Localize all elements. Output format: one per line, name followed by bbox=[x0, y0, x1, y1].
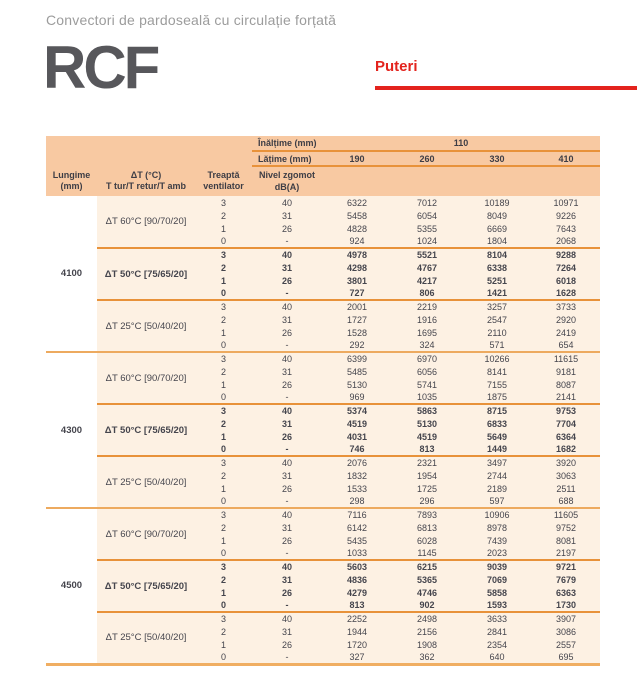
table-row bbox=[46, 560, 600, 573]
power-value-cell: 924 bbox=[322, 235, 392, 248]
power-value-cell: 296 bbox=[392, 495, 462, 508]
noise-level-cell: 40 bbox=[252, 560, 322, 573]
power-value-cell: 3801 bbox=[322, 274, 392, 287]
fan-speed-cell: 3 bbox=[195, 352, 252, 365]
power-value-cell: 4746 bbox=[392, 586, 462, 599]
power-value-cell: 1593 bbox=[462, 599, 532, 612]
power-value-cell: 806 bbox=[392, 287, 462, 300]
power-value-cell: 640 bbox=[462, 651, 532, 664]
power-value-cell: 2547 bbox=[462, 313, 532, 326]
fan-speed-cell: 1 bbox=[195, 482, 252, 495]
power-value-cell: 727 bbox=[322, 287, 392, 300]
power-value-cell: 1832 bbox=[322, 469, 392, 482]
fan-speed-cell: 3 bbox=[195, 404, 252, 417]
dt-label-cell: ΔT 60°C [90/70/20] bbox=[97, 508, 195, 560]
power-value-cell: 5603 bbox=[322, 560, 392, 573]
power-value-cell: 7264 bbox=[532, 261, 600, 274]
power-value-cell: 5863 bbox=[392, 404, 462, 417]
power-value-cell: 2354 bbox=[462, 638, 532, 651]
power-value-cell: 8087 bbox=[532, 378, 600, 391]
noise-level-cell: 40 bbox=[252, 248, 322, 261]
power-value-cell: 9288 bbox=[532, 248, 600, 261]
power-value-cell: 7012 bbox=[392, 196, 462, 209]
width-col-header-190: 190 bbox=[322, 151, 392, 166]
power-value-cell: 8141 bbox=[462, 365, 532, 378]
power-value-cell: 4279 bbox=[322, 586, 392, 599]
table-header bbox=[46, 136, 600, 196]
fan-speed-cell: 1 bbox=[195, 222, 252, 235]
dt-header-line1: ΔT (°C) bbox=[130, 169, 162, 180]
power-value-cell: 6363 bbox=[532, 586, 600, 599]
power-value-cell: 2110 bbox=[462, 326, 532, 339]
fan-speed-cell: 1 bbox=[195, 534, 252, 547]
table-row bbox=[46, 508, 600, 521]
noise-level-cell: 26 bbox=[252, 430, 322, 443]
power-value-cell: 9752 bbox=[532, 521, 600, 534]
dt-label-cell: ΔT 50°C [75/65/20] bbox=[97, 404, 195, 456]
power-value-cell: 6364 bbox=[532, 430, 600, 443]
header-blank bbox=[46, 136, 252, 151]
power-value-cell: 8978 bbox=[462, 521, 532, 534]
fan-speed-cell: 2 bbox=[195, 573, 252, 586]
power-value-cell: 7643 bbox=[532, 222, 600, 235]
noise-level-cell: 31 bbox=[252, 417, 322, 430]
length-cell: 4100 bbox=[46, 196, 97, 352]
header-blank bbox=[322, 166, 600, 196]
width-row bbox=[46, 151, 600, 166]
power-value-cell: 6018 bbox=[532, 274, 600, 287]
noise-level-cell: - bbox=[252, 651, 322, 664]
power-value-cell: 2419 bbox=[532, 326, 600, 339]
power-value-cell: 2557 bbox=[532, 638, 600, 651]
power-value-cell: 969 bbox=[322, 391, 392, 404]
fan-speed-cell: 2 bbox=[195, 417, 252, 430]
fan-speed-cell: 3 bbox=[195, 300, 252, 313]
noise-level-cell: 26 bbox=[252, 378, 322, 391]
power-value-cell: 5355 bbox=[392, 222, 462, 235]
fan-speed-cell: 0 bbox=[195, 287, 252, 300]
power-value-cell: 1804 bbox=[462, 235, 532, 248]
length-header-line2: (mm) bbox=[60, 181, 83, 191]
fan-speed-cell: 0 bbox=[195, 547, 252, 560]
power-value-cell: 7893 bbox=[392, 508, 462, 521]
power-value-cell: 1035 bbox=[392, 391, 462, 404]
noise-column-header bbox=[252, 166, 322, 196]
length-cell: 4500 bbox=[46, 508, 97, 664]
power-value-cell: 2141 bbox=[532, 391, 600, 404]
fan-speed-cell: 3 bbox=[195, 196, 252, 209]
fan-speed-cell: 1 bbox=[195, 586, 252, 599]
noise-level-cell: 31 bbox=[252, 573, 322, 586]
power-value-cell: 9181 bbox=[532, 365, 600, 378]
table-row bbox=[46, 404, 600, 417]
fan-speed-cell: 3 bbox=[195, 612, 252, 625]
noise-level-cell: 26 bbox=[252, 222, 322, 235]
height-value: 110 bbox=[322, 136, 600, 151]
power-value-cell: 5251 bbox=[462, 274, 532, 287]
power-value-cell: 6813 bbox=[392, 521, 462, 534]
power-value-cell: 1730 bbox=[532, 599, 600, 612]
noise-header-line1: Nivel zgomot bbox=[258, 170, 315, 181]
dt-label-cell: ΔT 25°C [50/40/20] bbox=[97, 612, 195, 664]
power-value-cell: 3257 bbox=[462, 300, 532, 313]
power-value-cell: 654 bbox=[532, 339, 600, 352]
table-row bbox=[46, 612, 600, 625]
table-row bbox=[46, 196, 600, 209]
power-value-cell: 1449 bbox=[462, 443, 532, 456]
length-header-line1: Lungime bbox=[52, 169, 91, 180]
power-value-cell: 2321 bbox=[392, 456, 462, 469]
table-row bbox=[46, 248, 600, 261]
power-value-cell: 5130 bbox=[322, 378, 392, 391]
fan-speed-cell: 2 bbox=[195, 313, 252, 326]
power-value-cell: 1944 bbox=[322, 625, 392, 638]
dt-column-header bbox=[97, 166, 195, 196]
fan-speed-cell: 1 bbox=[195, 326, 252, 339]
fan-speed-cell: 1 bbox=[195, 638, 252, 651]
power-value-cell: 7069 bbox=[462, 573, 532, 586]
power-value-cell: 1908 bbox=[392, 638, 462, 651]
power-value-cell: 6322 bbox=[322, 196, 392, 209]
noise-level-cell: 26 bbox=[252, 534, 322, 547]
power-value-cell: 5130 bbox=[392, 417, 462, 430]
dt-label-cell: ΔT 50°C [75/65/20] bbox=[97, 248, 195, 300]
noise-level-cell: 31 bbox=[252, 365, 322, 378]
dt-label-cell: ΔT 25°C [50/40/20] bbox=[97, 300, 195, 352]
fan-speed-cell: 2 bbox=[195, 261, 252, 274]
power-value-cell: 6338 bbox=[462, 261, 532, 274]
power-value-cell: 2068 bbox=[532, 235, 600, 248]
power-value-cell: 9226 bbox=[532, 209, 600, 222]
section-title-rule bbox=[375, 86, 637, 90]
product-code: RCF bbox=[43, 34, 158, 101]
power-value-cell: 3063 bbox=[532, 469, 600, 482]
header-blank bbox=[46, 151, 252, 166]
power-value-cell: 1954 bbox=[392, 469, 462, 482]
width-col-header-330: 330 bbox=[462, 151, 532, 166]
power-value-cell: 9721 bbox=[532, 560, 600, 573]
power-value-cell: 4298 bbox=[322, 261, 392, 274]
power-value-cell: 10906 bbox=[462, 508, 532, 521]
power-value-cell: 1695 bbox=[392, 326, 462, 339]
fan-speed-cell: 0 bbox=[195, 443, 252, 456]
power-value-cell: 5374 bbox=[322, 404, 392, 417]
section-title: Puteri bbox=[375, 58, 418, 75]
power-value-cell: 9039 bbox=[462, 560, 532, 573]
power-value-cell: 10971 bbox=[532, 196, 600, 209]
power-value-cell: 3633 bbox=[462, 612, 532, 625]
fan-speed-cell: 3 bbox=[195, 508, 252, 521]
power-value-cell: 2001 bbox=[322, 300, 392, 313]
power-value-cell: 6054 bbox=[392, 209, 462, 222]
power-value-cell: 695 bbox=[532, 651, 600, 664]
noise-level-cell: 26 bbox=[252, 586, 322, 599]
noise-level-cell: - bbox=[252, 599, 322, 612]
fan-speed-cell: 2 bbox=[195, 209, 252, 222]
power-value-cell: 11615 bbox=[532, 352, 600, 365]
power-value-cell: 3907 bbox=[532, 612, 600, 625]
power-value-cell: 2197 bbox=[532, 547, 600, 560]
power-value-cell: 8104 bbox=[462, 248, 532, 261]
dt-header-line2: T tur/T retur/T amb bbox=[105, 181, 186, 191]
power-value-cell: 8715 bbox=[462, 404, 532, 417]
dt-label-cell: ΔT 60°C [90/70/20] bbox=[97, 196, 195, 248]
power-value-cell: 1628 bbox=[532, 287, 600, 300]
noise-level-cell: 40 bbox=[252, 352, 322, 365]
fan-speed-cell: 2 bbox=[195, 365, 252, 378]
power-value-cell: 1528 bbox=[322, 326, 392, 339]
power-value-cell: 1720 bbox=[322, 638, 392, 651]
power-value-cell: 5485 bbox=[322, 365, 392, 378]
noise-level-cell: 31 bbox=[252, 313, 322, 326]
power-value-cell: 688 bbox=[532, 495, 600, 508]
power-value-cell: 2498 bbox=[392, 612, 462, 625]
power-value-cell: 1145 bbox=[392, 547, 462, 560]
power-value-cell: 4828 bbox=[322, 222, 392, 235]
power-value-cell: 6028 bbox=[392, 534, 462, 547]
power-value-cell: 1533 bbox=[322, 482, 392, 495]
power-value-cell: 3733 bbox=[532, 300, 600, 313]
power-value-cell: 3086 bbox=[532, 625, 600, 638]
power-value-cell: 10189 bbox=[462, 196, 532, 209]
fan-speed-cell: 3 bbox=[195, 456, 252, 469]
power-value-cell: 2219 bbox=[392, 300, 462, 313]
power-value-cell: 6056 bbox=[392, 365, 462, 378]
power-value-cell: 4836 bbox=[322, 573, 392, 586]
power-value-cell: 6669 bbox=[462, 222, 532, 235]
power-value-cell: 4767 bbox=[392, 261, 462, 274]
power-value-cell: 4978 bbox=[322, 248, 392, 261]
power-value-cell: 1024 bbox=[392, 235, 462, 248]
noise-level-cell: - bbox=[252, 235, 322, 248]
noise-level-cell: 26 bbox=[252, 274, 322, 287]
power-value-cell: 7704 bbox=[532, 417, 600, 430]
power-value-cell: 7116 bbox=[322, 508, 392, 521]
power-value-cell: 362 bbox=[392, 651, 462, 664]
power-value-cell: 6970 bbox=[392, 352, 462, 365]
column-header-row bbox=[46, 166, 600, 196]
power-value-cell: 597 bbox=[462, 495, 532, 508]
fan-speed-cell: 1 bbox=[195, 274, 252, 287]
noise-level-cell: - bbox=[252, 495, 322, 508]
power-value-cell: 11605 bbox=[532, 508, 600, 521]
power-value-cell: 746 bbox=[322, 443, 392, 456]
power-value-cell: 5649 bbox=[462, 430, 532, 443]
noise-level-cell: 40 bbox=[252, 456, 322, 469]
noise-level-cell: 31 bbox=[252, 261, 322, 274]
noise-level-cell: - bbox=[252, 391, 322, 404]
power-value-cell: 1727 bbox=[322, 313, 392, 326]
fan-speed-cell: 3 bbox=[195, 248, 252, 261]
fan-speed-cell: 0 bbox=[195, 599, 252, 612]
dt-label-cell: ΔT 25°C [50/40/20] bbox=[97, 456, 195, 508]
noise-level-cell: 40 bbox=[252, 508, 322, 521]
fan-speed-cell: 3 bbox=[195, 560, 252, 573]
noise-level-cell: 31 bbox=[252, 209, 322, 222]
noise-level-cell: - bbox=[252, 547, 322, 560]
noise-level-cell: 26 bbox=[252, 638, 322, 651]
fan-header-line1: Treaptă bbox=[207, 169, 240, 180]
width-label: Lățime (mm) bbox=[252, 151, 322, 166]
power-value-cell: 292 bbox=[322, 339, 392, 352]
noise-level-cell: - bbox=[252, 287, 322, 300]
fan-header-line2: ventilator bbox=[203, 181, 244, 191]
fan-speed-cell: 2 bbox=[195, 521, 252, 534]
power-value-cell: 2511 bbox=[532, 482, 600, 495]
power-value-cell: 5365 bbox=[392, 573, 462, 586]
power-value-cell: 1875 bbox=[462, 391, 532, 404]
power-value-cell: 571 bbox=[462, 339, 532, 352]
power-value-cell: 813 bbox=[322, 599, 392, 612]
power-value-cell: 5741 bbox=[392, 378, 462, 391]
power-value-cell: 3920 bbox=[532, 456, 600, 469]
fan-speed-cell: 0 bbox=[195, 651, 252, 664]
page-subtitle: Convectori de pardoseală cu circulație forțată bbox=[46, 12, 337, 28]
power-value-cell: 6399 bbox=[322, 352, 392, 365]
noise-level-cell: 26 bbox=[252, 482, 322, 495]
height-row bbox=[46, 136, 600, 151]
fan-speed-cell: 1 bbox=[195, 378, 252, 391]
noise-level-cell: 31 bbox=[252, 469, 322, 482]
power-value-cell: 7155 bbox=[462, 378, 532, 391]
dt-label-cell: ΔT 50°C [75/65/20] bbox=[97, 560, 195, 612]
power-value-cell: 2744 bbox=[462, 469, 532, 482]
fan-speed-cell: 0 bbox=[195, 339, 252, 352]
width-col-header-260: 260 bbox=[392, 151, 462, 166]
power-value-cell: 2189 bbox=[462, 482, 532, 495]
noise-header-line2: dB(A) bbox=[274, 181, 300, 192]
length-column-header bbox=[46, 166, 97, 196]
table-row bbox=[46, 300, 600, 313]
power-value-cell: 6833 bbox=[462, 417, 532, 430]
noise-level-cell: 40 bbox=[252, 300, 322, 313]
fan-speed-cell: 2 bbox=[195, 469, 252, 482]
fan-speed-cell: 0 bbox=[195, 235, 252, 248]
noise-level-cell: - bbox=[252, 443, 322, 456]
power-value-cell: 3497 bbox=[462, 456, 532, 469]
fan-speed-cell: 2 bbox=[195, 625, 252, 638]
power-value-cell: 5435 bbox=[322, 534, 392, 547]
power-value-cell: 813 bbox=[392, 443, 462, 456]
table-row bbox=[46, 456, 600, 469]
noise-level-cell: 40 bbox=[252, 196, 322, 209]
power-value-cell: 2156 bbox=[392, 625, 462, 638]
power-value-cell: 4519 bbox=[322, 417, 392, 430]
power-value-cell: 2841 bbox=[462, 625, 532, 638]
power-value-cell: 902 bbox=[392, 599, 462, 612]
power-value-cell: 10266 bbox=[462, 352, 532, 365]
noise-level-cell: 40 bbox=[252, 612, 322, 625]
power-value-cell: 1682 bbox=[532, 443, 600, 456]
noise-level-cell: 40 bbox=[252, 404, 322, 417]
power-table bbox=[46, 136, 600, 666]
fan-speed-cell: 1 bbox=[195, 430, 252, 443]
power-value-cell: 6142 bbox=[322, 521, 392, 534]
power-value-cell: 7679 bbox=[532, 573, 600, 586]
power-value-cell: 1421 bbox=[462, 287, 532, 300]
fan-speed-cell: 0 bbox=[195, 495, 252, 508]
dt-label-cell: ΔT 60°C [90/70/20] bbox=[97, 352, 195, 404]
power-value-cell: 1916 bbox=[392, 313, 462, 326]
power-value-cell: 4519 bbox=[392, 430, 462, 443]
power-value-cell: 9753 bbox=[532, 404, 600, 417]
power-value-cell: 298 bbox=[322, 495, 392, 508]
power-value-cell: 324 bbox=[392, 339, 462, 352]
noise-level-cell: 31 bbox=[252, 625, 322, 638]
noise-level-cell: 31 bbox=[252, 521, 322, 534]
power-value-cell: 1033 bbox=[322, 547, 392, 560]
height-label: Înălțime (mm) bbox=[252, 136, 322, 151]
table-row bbox=[46, 352, 600, 365]
power-value-cell: 1725 bbox=[392, 482, 462, 495]
power-value-cell: 8081 bbox=[532, 534, 600, 547]
power-value-cell: 5858 bbox=[462, 586, 532, 599]
power-value-cell: 2023 bbox=[462, 547, 532, 560]
power-value-cell: 6215 bbox=[392, 560, 462, 573]
power-value-cell: 2076 bbox=[322, 456, 392, 469]
fan-speed-cell: 0 bbox=[195, 391, 252, 404]
length-cell: 4300 bbox=[46, 352, 97, 508]
power-value-cell: 327 bbox=[322, 651, 392, 664]
power-value-cell: 7439 bbox=[462, 534, 532, 547]
power-value-cell: 4217 bbox=[392, 274, 462, 287]
power-value-cell: 2252 bbox=[322, 612, 392, 625]
power-value-cell: 4031 bbox=[322, 430, 392, 443]
noise-level-cell: 26 bbox=[252, 326, 322, 339]
table-body bbox=[46, 196, 600, 664]
power-value-cell: 5521 bbox=[392, 248, 462, 261]
power-value-cell: 8049 bbox=[462, 209, 532, 222]
noise-level-cell: - bbox=[252, 339, 322, 352]
width-col-header-410: 410 bbox=[532, 151, 600, 166]
power-value-cell: 2920 bbox=[532, 313, 600, 326]
fan-column-header bbox=[195, 166, 252, 196]
power-value-cell: 5458 bbox=[322, 209, 392, 222]
